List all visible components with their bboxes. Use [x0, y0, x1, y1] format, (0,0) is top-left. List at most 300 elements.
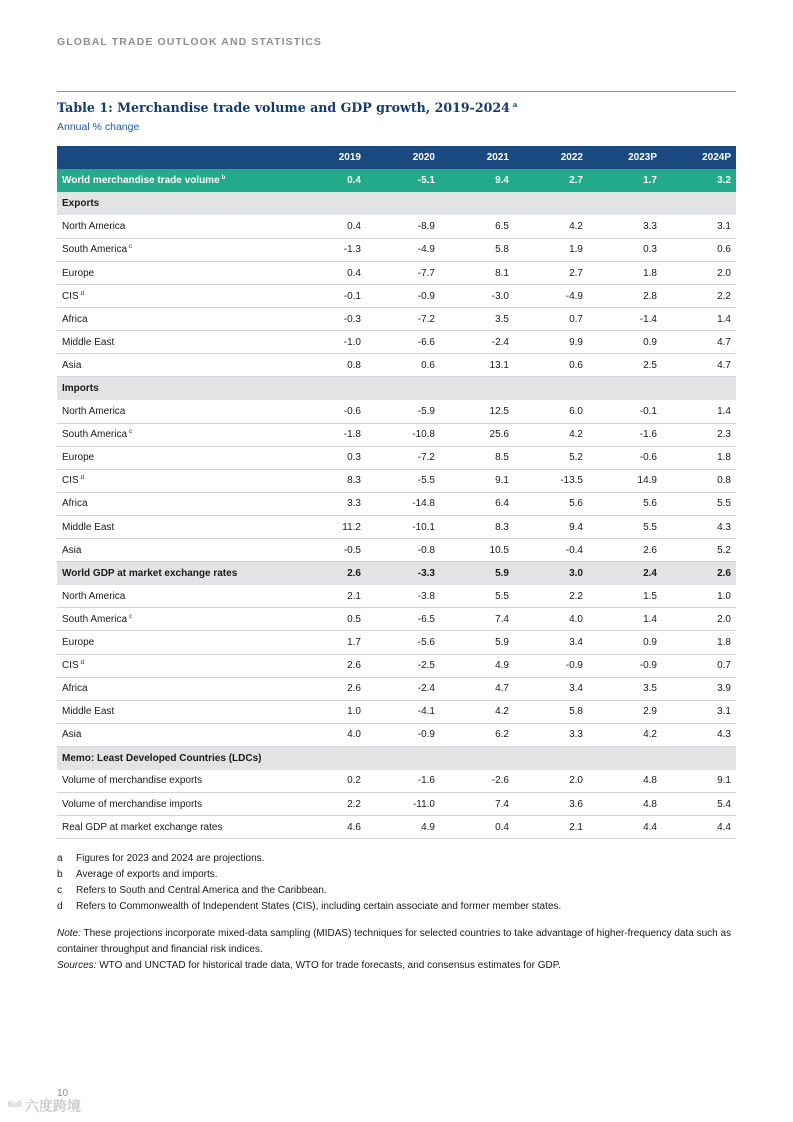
- value-cell: 2.9: [588, 700, 662, 723]
- value-cell: 5.8: [514, 700, 588, 723]
- value-cell: -1.8: [292, 423, 366, 446]
- footnote-mark: d: [80, 290, 85, 297]
- value-cell: 3.4: [514, 631, 588, 654]
- running-head: GLOBAL TRADE OUTLOOK AND STATISTICS: [57, 36, 323, 48]
- column-header: 2023P: [588, 146, 662, 169]
- value-cell: 0.7: [662, 654, 736, 677]
- value-cell: 4.4: [662, 816, 736, 839]
- value-cell: 4.6: [292, 816, 366, 839]
- row-label-text: South America: [62, 429, 128, 441]
- row-label: [57, 585, 292, 608]
- table-row: [57, 677, 736, 700]
- note-paragraph: [57, 926, 736, 958]
- column-header: 2019: [292, 146, 366, 169]
- watermark-text: 六度跨境: [24, 1098, 81, 1114]
- row-label-text: Asia: [62, 359, 82, 371]
- value-cell: 4.3: [662, 516, 736, 539]
- value-cell: 5.5: [588, 516, 662, 539]
- value-cell: 5.2: [662, 539, 736, 562]
- value-cell: [588, 192, 662, 215]
- header-rule: [57, 91, 736, 92]
- footnote-letter: b: [57, 868, 63, 880]
- row-label: [57, 215, 292, 238]
- value-cell: 4.2: [514, 215, 588, 238]
- note-text: These projections incorporate mixed-data sampling (MIDAS) techniques for selected countries to take advantage of higher-frequency data such as container throughput and financial risk indices.: [57, 928, 732, 955]
- value-cell: 1.0: [662, 585, 736, 608]
- table-row: [57, 423, 736, 446]
- value-cell: 4.2: [514, 423, 588, 446]
- footnote-item: [57, 899, 736, 915]
- row-label-text: Africa: [62, 683, 88, 695]
- value-cell: 3.1: [662, 215, 736, 238]
- value-cell: 2.3: [662, 423, 736, 446]
- table-title: Table 1: Merchandise trade volume and GDP growth, 2019-2024 $^a$: [57, 100, 518, 115]
- header-label-cell: [57, 146, 292, 169]
- row-label: [57, 492, 292, 515]
- value-cell: 1.5: [588, 585, 662, 608]
- column-header: 2021: [440, 146, 514, 169]
- value-cell: -3.0: [440, 285, 514, 308]
- value-cell: 3.3: [292, 492, 366, 515]
- table-row: [57, 793, 736, 816]
- value-cell: 0.6: [366, 354, 440, 377]
- value-cell: 3.3: [514, 723, 588, 746]
- row-label-text: Volume of merchandise exports: [62, 775, 203, 787]
- table-row: [57, 308, 736, 331]
- footnote-letter: c: [57, 884, 62, 896]
- value-cell: 2.4: [588, 562, 662, 585]
- footnote-mark: c: [129, 244, 133, 251]
- value-cell: 0.5: [292, 608, 366, 631]
- value-cell: -0.9: [514, 654, 588, 677]
- value-cell: [588, 377, 662, 400]
- watermark-logo: ᴷ⁶⁰: [8, 1099, 21, 1113]
- row-label: [57, 654, 292, 677]
- footnote-text: Average of exports and imports.: [76, 868, 218, 880]
- value-cell: 0.3: [588, 238, 662, 261]
- value-cell: 0.6: [662, 238, 736, 261]
- row-label: [57, 400, 292, 423]
- row-label-text: Imports: [62, 383, 99, 395]
- value-cell: 2.2: [292, 793, 366, 816]
- value-cell: 4.0: [514, 608, 588, 631]
- row-label: [57, 238, 292, 261]
- value-cell: -5.6: [366, 631, 440, 654]
- footnote-letter: d: [57, 901, 63, 913]
- row-label: [57, 354, 292, 377]
- value-cell: 4.7: [662, 354, 736, 377]
- value-cell: 3.0: [514, 562, 588, 585]
- value-cell: -6.5: [366, 608, 440, 631]
- value-cell: 0.7: [514, 308, 588, 331]
- footnote-text: Refers to South and Central America and the Caribbean.: [76, 884, 327, 896]
- value-cell: 0.2: [292, 770, 366, 793]
- value-cell: -1.4: [588, 308, 662, 331]
- value-cell: 8.3: [440, 516, 514, 539]
- value-cell: 2.2: [662, 285, 736, 308]
- value-cell: 2.7: [514, 261, 588, 284]
- table-subtitle: Annual % change: [57, 121, 140, 133]
- section-row-exports: [57, 192, 736, 215]
- value-cell: 2.6: [588, 539, 662, 562]
- value-cell: [366, 377, 440, 400]
- value-cell: -10.1: [366, 516, 440, 539]
- value-cell: 0.3: [292, 446, 366, 469]
- column-header: 2024P: [662, 146, 736, 169]
- value-cell: 1.0: [292, 700, 366, 723]
- value-cell: 1.8: [662, 446, 736, 469]
- value-cell: -0.1: [588, 400, 662, 423]
- footnote-mark: d: [80, 660, 85, 667]
- row-label: [57, 516, 292, 539]
- value-cell: 8.5: [440, 446, 514, 469]
- footnote-item: [57, 850, 736, 866]
- value-cell: 13.1: [440, 354, 514, 377]
- row-label-text: Middle East: [62, 521, 115, 533]
- value-cell: 14.9: [588, 469, 662, 492]
- value-cell: 0.4: [440, 816, 514, 839]
- world-trade-row: [57, 169, 736, 192]
- value-cell: 2.6: [292, 654, 366, 677]
- value-cell: 1.8: [588, 261, 662, 284]
- value-cell: -7.2: [366, 446, 440, 469]
- value-cell: -5.9: [366, 400, 440, 423]
- value-cell: 5.8: [440, 238, 514, 261]
- footnotes: [57, 850, 736, 915]
- table-row: [57, 631, 736, 654]
- row-label: [57, 469, 292, 492]
- value-cell: [514, 746, 588, 769]
- value-cell: 4.9: [366, 816, 440, 839]
- value-cell: 2.2: [514, 585, 588, 608]
- table-body: [57, 169, 736, 839]
- value-cell: 0.9: [588, 331, 662, 354]
- value-cell: -0.8: [366, 539, 440, 562]
- row-label-text: Africa: [62, 498, 88, 510]
- value-cell: -1.6: [588, 423, 662, 446]
- value-cell: 3.4: [514, 677, 588, 700]
- value-cell: -5.5: [366, 469, 440, 492]
- value-cell: 2.5: [588, 354, 662, 377]
- value-cell: 2.0: [662, 261, 736, 284]
- row-label: [57, 746, 292, 769]
- value-cell: 3.6: [514, 793, 588, 816]
- table-row: [57, 654, 736, 677]
- sources-text: WTO and UNCTAD for historical trade data, WTO for trade forecasts, and consensus estimates for GDP.: [96, 960, 561, 971]
- footnote-item: [57, 866, 736, 882]
- value-cell: -2.6: [440, 770, 514, 793]
- value-cell: 4.7: [440, 677, 514, 700]
- row-label-text: Asia: [62, 544, 82, 556]
- value-cell: [440, 746, 514, 769]
- value-cell: 1.4: [662, 308, 736, 331]
- footnote-text: Refers to Commonwealth of Independent States (CIS), including certain associate and former member states.: [76, 901, 562, 913]
- row-label: [57, 816, 292, 839]
- section-row-gdp: [57, 562, 736, 585]
- value-cell: -0.3: [292, 308, 366, 331]
- note-block: [57, 926, 736, 974]
- value-cell: -0.6: [292, 400, 366, 423]
- value-cell: 5.2: [514, 446, 588, 469]
- value-cell: 10.5: [440, 539, 514, 562]
- value-cell: -5.1: [366, 169, 440, 192]
- sources-label: Sources:: [57, 960, 97, 971]
- value-cell: 2.6: [292, 562, 366, 585]
- value-cell: 4.4: [588, 816, 662, 839]
- row-label: [57, 770, 292, 793]
- row-label-text: Middle East: [62, 336, 115, 348]
- row-label-text: Real GDP at market exchange rates: [62, 821, 223, 833]
- value-cell: 9.9: [514, 331, 588, 354]
- value-cell: 4.7: [662, 331, 736, 354]
- note-label: Note:: [57, 928, 81, 939]
- footnote-mark: c: [129, 613, 133, 620]
- value-cell: -7.2: [366, 308, 440, 331]
- value-cell: [514, 192, 588, 215]
- row-label-text: Memo: Least Developed Countries (LDCs): [62, 752, 262, 764]
- value-cell: 4.9: [440, 654, 514, 677]
- row-label-text: World merchandise trade volume: [62, 175, 220, 187]
- value-cell: 9.1: [440, 469, 514, 492]
- footnote-mark: d: [80, 475, 85, 482]
- footnote-mark: b: [221, 175, 226, 182]
- table-row: [57, 770, 736, 793]
- row-label-text: North America: [62, 590, 126, 602]
- value-cell: -0.4: [514, 539, 588, 562]
- value-cell: 0.4: [292, 261, 366, 284]
- value-cell: 2.6: [662, 562, 736, 585]
- value-cell: 2.1: [292, 585, 366, 608]
- value-cell: 0.4: [292, 169, 366, 192]
- value-cell: 2.0: [514, 770, 588, 793]
- row-label: [57, 562, 292, 585]
- page-number: 10: [57, 1088, 69, 1099]
- value-cell: 3.9: [662, 677, 736, 700]
- value-cell: -2.4: [366, 677, 440, 700]
- value-cell: 5.6: [514, 492, 588, 515]
- value-cell: [662, 377, 736, 400]
- row-label: [57, 700, 292, 723]
- value-cell: 8.1: [440, 261, 514, 284]
- value-cell: 4.0: [292, 723, 366, 746]
- row-label: [57, 539, 292, 562]
- value-cell: -4.9: [366, 238, 440, 261]
- row-label: [57, 793, 292, 816]
- value-cell: 1.7: [588, 169, 662, 192]
- value-cell: -4.9: [514, 285, 588, 308]
- footnote-text: Figures for 2023 and 2024 are projections.: [76, 852, 265, 864]
- value-cell: 4.2: [588, 723, 662, 746]
- value-cell: 6.5: [440, 215, 514, 238]
- row-label-text: South America: [62, 613, 128, 625]
- value-cell: 6.0: [514, 400, 588, 423]
- value-cell: -0.9: [366, 285, 440, 308]
- row-label-text: Europe: [62, 452, 95, 464]
- value-cell: 11.2: [292, 516, 366, 539]
- footnote-item: [57, 882, 736, 898]
- value-cell: -13.5: [514, 469, 588, 492]
- value-cell: 4.3: [662, 723, 736, 746]
- row-label-text: South America: [62, 244, 128, 256]
- row-label-text: CIS: [62, 290, 79, 302]
- table-row: [57, 331, 736, 354]
- value-cell: 6.4: [440, 492, 514, 515]
- footnote-letter: a: [57, 852, 63, 864]
- value-cell: -0.6: [588, 446, 662, 469]
- column-header: 2022: [514, 146, 588, 169]
- row-label: [57, 192, 292, 215]
- footnote-mark: c: [129, 429, 133, 436]
- row-label-text: North America: [62, 405, 126, 417]
- value-cell: 3.1: [662, 700, 736, 723]
- table-row: [57, 608, 736, 631]
- value-cell: -0.9: [366, 723, 440, 746]
- row-label: [57, 331, 292, 354]
- table-row: [57, 446, 736, 469]
- value-cell: [292, 192, 366, 215]
- row-label-text: World GDP at market exchange rates: [62, 567, 238, 579]
- value-cell: 9.4: [514, 516, 588, 539]
- value-cell: -3.8: [366, 585, 440, 608]
- value-cell: 0.8: [662, 469, 736, 492]
- row-label: [57, 723, 292, 746]
- section-row-imports: [57, 377, 736, 400]
- row-label-text: CIS: [62, 475, 79, 487]
- row-label: [57, 423, 292, 446]
- table-header-row: [57, 146, 736, 169]
- value-cell: 3.5: [440, 308, 514, 331]
- value-cell: 9.4: [440, 169, 514, 192]
- value-cell: 5.5: [440, 585, 514, 608]
- row-label: [57, 285, 292, 308]
- value-cell: -11.0: [366, 793, 440, 816]
- table-row: [57, 354, 736, 377]
- table-row: [57, 261, 736, 284]
- table-row: [57, 285, 736, 308]
- value-cell: 8.3: [292, 469, 366, 492]
- row-label: [57, 446, 292, 469]
- value-cell: 4.8: [588, 770, 662, 793]
- value-cell: 6.2: [440, 723, 514, 746]
- table-row: [57, 238, 736, 261]
- table-row: [57, 469, 736, 492]
- value-cell: -0.1: [292, 285, 366, 308]
- watermark: [8, 1096, 81, 1116]
- value-cell: [366, 192, 440, 215]
- value-cell: -8.9: [366, 215, 440, 238]
- row-label-text: Europe: [62, 637, 95, 649]
- table-row: [57, 516, 736, 539]
- value-cell: 4.8: [588, 793, 662, 816]
- value-cell: [366, 746, 440, 769]
- table-row: [57, 492, 736, 515]
- value-cell: 2.0: [662, 608, 736, 631]
- table-row: [57, 723, 736, 746]
- value-cell: 1.4: [662, 400, 736, 423]
- row-label: [57, 377, 292, 400]
- value-cell: -1.3: [292, 238, 366, 261]
- value-cell: 9.1: [662, 770, 736, 793]
- value-cell: -1.0: [292, 331, 366, 354]
- value-cell: [588, 746, 662, 769]
- section-row-memo: [57, 746, 736, 769]
- value-cell: 2.7: [514, 169, 588, 192]
- value-cell: 2.8: [588, 285, 662, 308]
- table-row: [57, 400, 736, 423]
- value-cell: 4.2: [440, 700, 514, 723]
- value-cell: -10.8: [366, 423, 440, 446]
- row-label: [57, 308, 292, 331]
- value-cell: 0.8: [292, 354, 366, 377]
- table-row: [57, 539, 736, 562]
- value-cell: -2.4: [440, 331, 514, 354]
- value-cell: 1.9: [514, 238, 588, 261]
- value-cell: 0.9: [588, 631, 662, 654]
- value-cell: [440, 192, 514, 215]
- row-label: [57, 677, 292, 700]
- value-cell: [440, 377, 514, 400]
- value-cell: [514, 377, 588, 400]
- value-cell: -2.5: [366, 654, 440, 677]
- value-cell: 7.4: [440, 608, 514, 631]
- row-label-text: North America: [62, 221, 126, 233]
- value-cell: 0.6: [514, 354, 588, 377]
- value-cell: 12.5: [440, 400, 514, 423]
- value-cell: 7.4: [440, 793, 514, 816]
- value-cell: 25.6: [440, 423, 514, 446]
- value-cell: -6.6: [366, 331, 440, 354]
- row-label: [57, 261, 292, 284]
- value-cell: 3.3: [588, 215, 662, 238]
- value-cell: -4.1: [366, 700, 440, 723]
- value-cell: -14.8: [366, 492, 440, 515]
- trade-gdp-table: [57, 146, 736, 839]
- value-cell: 5.4: [662, 793, 736, 816]
- row-label-text: CIS: [62, 660, 79, 672]
- row-label: [57, 169, 292, 192]
- row-label-text: Africa: [62, 313, 88, 325]
- value-cell: [292, 377, 366, 400]
- value-cell: 5.6: [588, 492, 662, 515]
- value-cell: 3.2: [662, 169, 736, 192]
- row-label-text: Asia: [62, 729, 82, 741]
- value-cell: -1.6: [366, 770, 440, 793]
- table-row: [57, 816, 736, 839]
- value-cell: -0.5: [292, 539, 366, 562]
- value-cell: 5.5: [662, 492, 736, 515]
- title-footnote-mark: a: [512, 100, 518, 109]
- table-row: [57, 700, 736, 723]
- value-cell: [292, 746, 366, 769]
- value-cell: 3.5: [588, 677, 662, 700]
- value-cell: 2.6: [292, 677, 366, 700]
- value-cell: -3.3: [366, 562, 440, 585]
- value-cell: -7.7: [366, 261, 440, 284]
- column-header: 2020: [366, 146, 440, 169]
- value-cell: 0.4: [292, 215, 366, 238]
- row-label-text: Exports: [62, 198, 100, 210]
- value-cell: [662, 746, 736, 769]
- value-cell: 5.9: [440, 631, 514, 654]
- value-cell: [662, 192, 736, 215]
- row-label-text: Volume of merchandise imports: [62, 798, 203, 810]
- row-label: [57, 631, 292, 654]
- value-cell: -0.9: [588, 654, 662, 677]
- sources-paragraph: [57, 958, 736, 974]
- row-label: [57, 608, 292, 631]
- value-cell: 5.9: [440, 562, 514, 585]
- table-row: [57, 215, 736, 238]
